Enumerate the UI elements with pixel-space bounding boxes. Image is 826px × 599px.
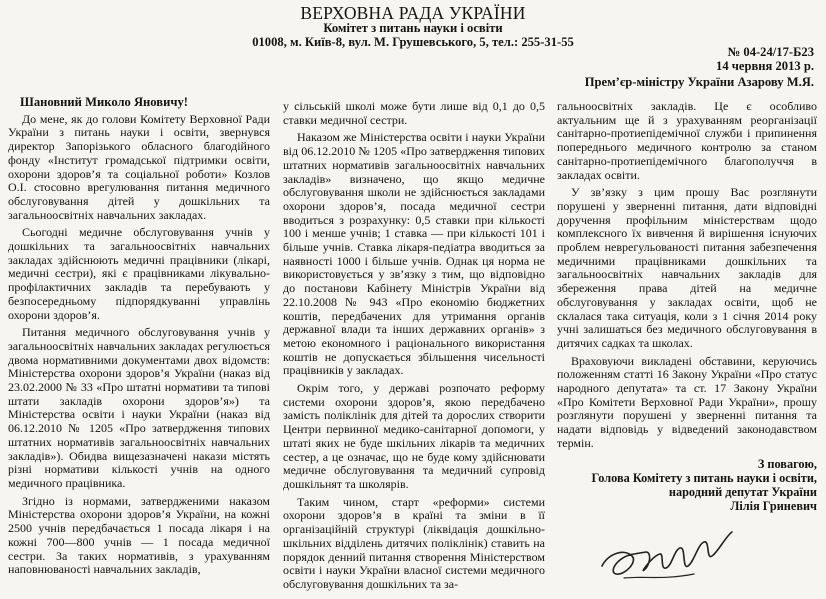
paragraph: Окрім того, у державі розпочато реформу системи охорони здоров’я, якою передбачено замість поліклінік для дітей та дорослих створити Центри первинної медико-санітарної допомоги, у штаті яких не буде шкільних лікарів та медичних сестер, а це означає, що не буде кому здійснювати медичне обслуговування та медичний супровід дошкільнят та школярів.	[283, 381, 545, 491]
letter-number: № 04-24/17-Б23	[727, 45, 814, 59]
paragraph: Сьогодні медичне обслуговування учнів у дошкільних та загальноосвітніх навчальних закладах здійснюють медичні працівники (лікарі, медичні сестри), які є працівниками лікувально-профілактичних закладів та перебувають у безпосередньому підпорядкуванні управлінь охорони здоров’я.	[8, 225, 270, 322]
paragraph: Таким чином, старт «реформи» системи охорони здоров’я в країні та зміни в її організаційній структурі (ліквідація дошкільно-шкільних відділень дитячих поліклінік) ставить на порядок денний питання створення Міністерством освіти і науки України власної системи медичного обслуговування дошкільних та за-	[283, 494, 545, 591]
greeting: Шановний Миколо Яновичу!	[20, 95, 188, 109]
paragraph: Згідно із нормами, затвердженими наказом Міністерства охорони здоров’я України, на кожні 2500 учнів передбачається 1 посада лікаря і на кожні 700—800 учнів — 1 посада медичної сестри. За таких нормативів, з урахуванням наповнюваності навчальних закладів,	[8, 493, 270, 577]
signer-title: народний депутат України	[668, 484, 817, 499]
paragraph: У зв’язку з цим прошу Вас розглянути порушені у зверненні питання, дати відповідні доручення профільним міністерствам щодо комплексного їх вивчення й вирішення існуючих проблем неврегульованості питання забезпечення медичними працівниками дошкільних та загальноосвітніх навчальних закладів для збереження права дітей на медичне обслуговування у закладах освіти, щоб не склалася така ситуація, коли з 1 січня 2014 року учні залишаться без медичного обслуговування в дитячих садках та школах.	[557, 185, 817, 350]
text-column-2	[283, 100, 545, 596]
handwritten-signature-icon	[594, 526, 744, 596]
paragraph: Питання медичного обслуговування учнів у загальноосвітніх навчальних закладах регулюється двома нормативними документами двох відомств: Міністерства охорони здоров’я України (наказ від 23.02.2000 № 33 «Про штатні нормативи та типові штати закладів охорони здоров’я») та Міністерства освіти і науки України (наказ від 06.12.2010 № 1205 «Про затвердження типових штатних нормативів загальноосвітніх навчальних закладів»). Обидва вищезазначені накази містять різні нормативи кількості учнів на одного медичного працівника.	[8, 325, 270, 490]
committee-address: 01008, м. Київ-8, вул. М. Грушевського, 5, тел.: 255-31-55	[252, 35, 574, 49]
paragraph: Враховуючи викладені обставини, керуючись положенням статті 16 Закону України «Про статус народного депутата» та ст. 17 Закону України «Про Комітети Верховної Ради України», прошу розглянути порушені у зверненні питання та надати відповідь у відведений законодавством термін.	[557, 353, 817, 450]
letter-date: 14 червня 2013 р.	[716, 59, 814, 73]
signer-position: Голова Комітету з питань науки і освіти,	[591, 470, 817, 485]
text-column-3	[557, 100, 817, 513]
addressee: Прем’єр-міністру України Азарову М.Я.	[584, 75, 814, 89]
signer-name: Лілія Гриневич	[730, 498, 817, 513]
text-column-1	[8, 96, 270, 581]
paragraph: гальноосвітніх закладів. Це є особливо актуальним ще й з урахуванням реорганізації санітарно-протиепідемічної служби і припинення попереднього медичного контролю за станом санітарно-протиепідемічного благополуччя в закладах освіти.	[557, 99, 817, 182]
signature-block	[557, 457, 817, 513]
paragraph: у сільській школі може бути лише від 0,1 до 0,5 ставки медичної сестри.	[283, 99, 545, 127]
committee-name: Комітет з питань науки і освіти	[323, 21, 503, 35]
document-title: ВЕРХОВНА РАДА УКРАЇНИ	[300, 3, 526, 23]
paragraph: До мене, як до голови Комітету Верховної Ради України з питань науки і освіти, звернувся директор Запорізького обласного благодійного фонду «Інститут громадської підтримки освіти, охорони здоров’я та соціальної роботи» Козлов О.І. стосовно врегулювання питання медичного обслуговування дітей у дошкільних та загальноосвітніх навчальних закладах.	[8, 111, 270, 222]
paragraph: Наказом же Міністерства освіти і науки України від 06.12.2010 № 1205 «Про затвердження типових штатних нормативів загальноосвітніх навчальних закладів» визначено, що якщо медичне обслуговування школи не здійснюється закладами охорони здоров’я, посада медичної сестри вводиться з розрахунку: 0,5 ставки при кількості 100 і менше учнів; 1 ставка — при кількості 101 і більше учнів. Ставка лікаря-педіатра вводиться за наявності 1000 і більше учнів. Однак ця норма не використовується у зв’язку з тим, що відповідно до постанови Кабінету Міністрів України від 22.10.2008 № 943 «Про економію бюджетних коштів, передбачених для утримання органів державної влади та інших державних органів» з метою економного і раціонального використання коштів не допускається збільшення чисельності працівників у закладах.	[283, 130, 545, 378]
closing: З повагою,	[757, 456, 817, 471]
